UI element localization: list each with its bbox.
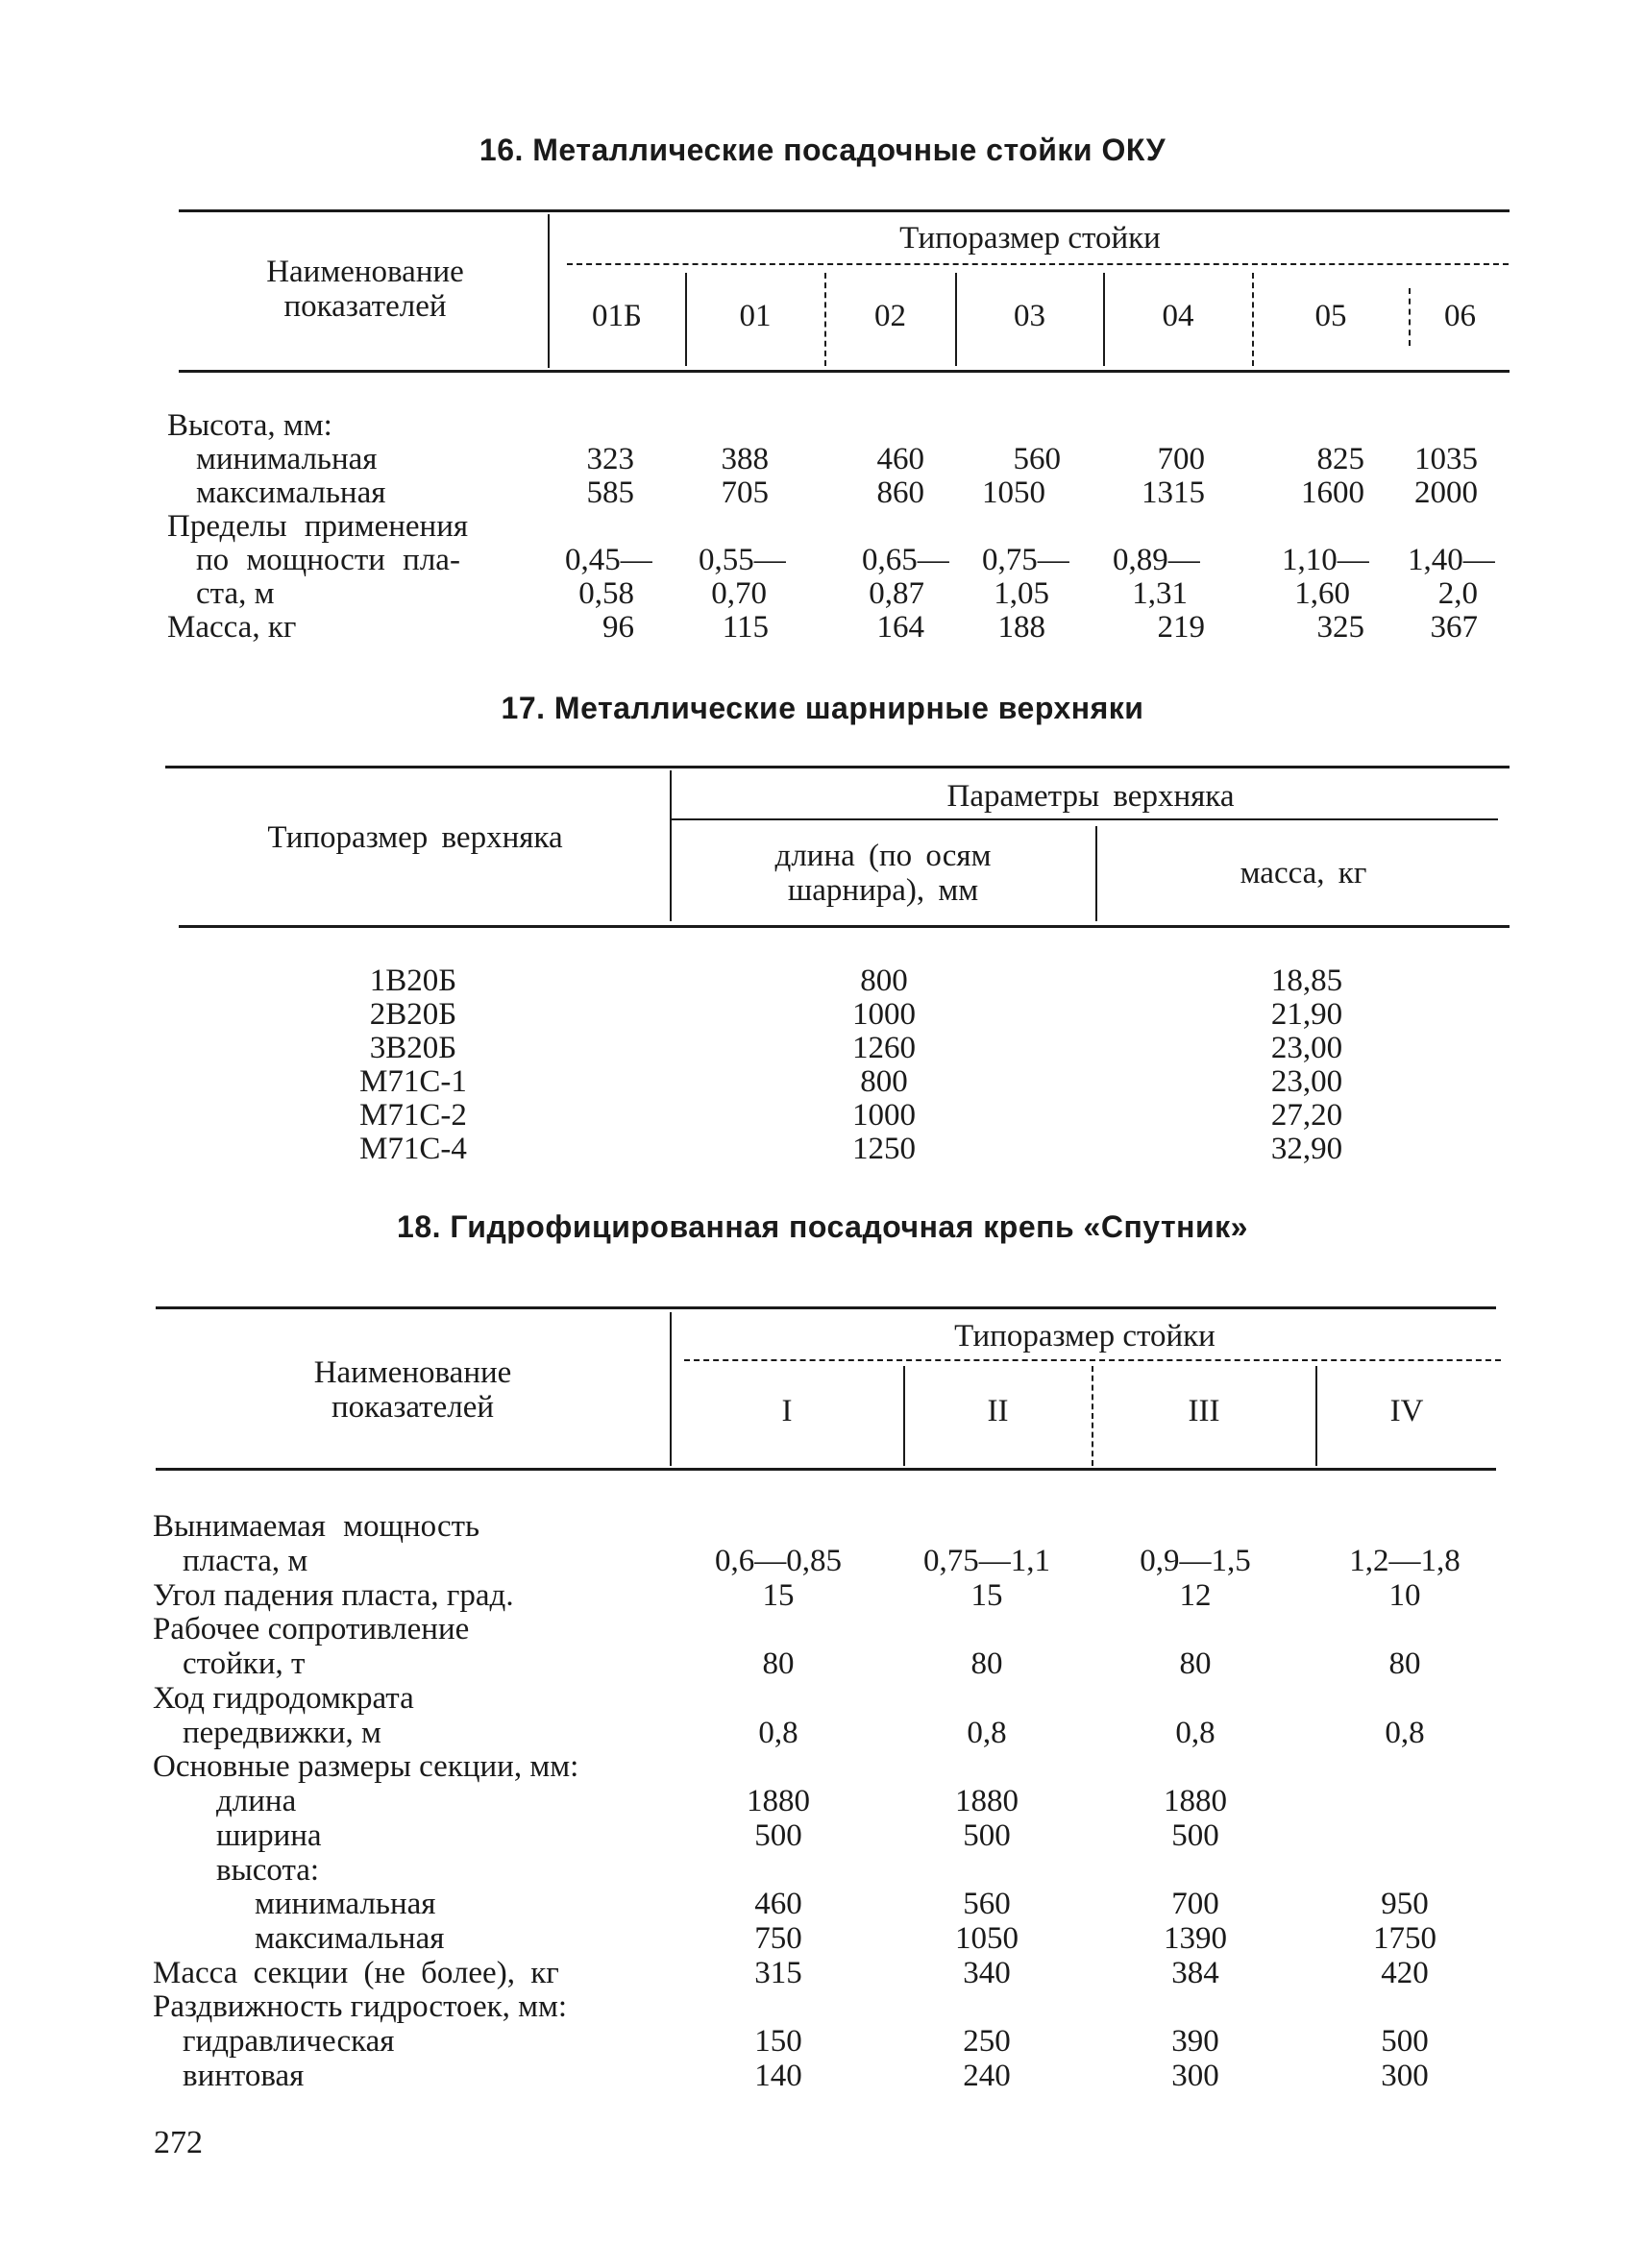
table17-top-rule — [165, 766, 1510, 768]
table17-cell-mass: 23,00 — [1270, 1031, 1343, 1065]
table18-cell: 300 — [1171, 2059, 1219, 2093]
table16-cell: 115 — [722, 610, 769, 645]
table17-cell-length: 1000 — [852, 997, 916, 1032]
table17-header-size: Типоразмер верхняка — [267, 820, 563, 855]
table18-row-label: гидравлическая — [183, 2024, 395, 2059]
table16-title: 16. Металлические посадочные стойки ОКУ — [479, 133, 1166, 167]
table18-row-label: Угол падения пласта, град. — [153, 1578, 514, 1613]
table18-cell: 150 — [754, 2024, 802, 2059]
table16-cell: 0,58 — [578, 576, 634, 611]
table18-cell: 300 — [1381, 2059, 1429, 2093]
table17-cell-length: 1250 — [852, 1132, 916, 1166]
table18-row-label: высота: — [216, 1853, 320, 1888]
table18-cell: 80 — [970, 1646, 1003, 1681]
table18-cell: 140 — [754, 2059, 802, 2093]
table18-row-label: ширина — [216, 1818, 322, 1853]
table16-cell: 1,10— — [1282, 543, 1369, 577]
table17-cell-mass: 23,00 — [1270, 1064, 1343, 1099]
table16-cell: 164 — [876, 610, 924, 645]
table18-row-label: винтовая — [183, 2059, 305, 2093]
table16-cell: 860 — [876, 476, 924, 510]
table18-size-ii: II — [987, 1394, 1009, 1428]
table16-size-02: 02 — [874, 299, 906, 333]
table16-cell: 1035 — [1414, 442, 1478, 476]
table18-size-iv: IV — [1389, 1394, 1424, 1428]
table17-header-length-line2: шарнира), мм — [787, 873, 979, 908]
table18-cell: 500 — [1171, 1818, 1219, 1853]
table16-cell: 219 — [1157, 610, 1205, 645]
table18-row-label: пласта, м — [183, 1544, 308, 1578]
table16-header-mid-rule — [567, 263, 1509, 265]
table16-size-06: 06 — [1444, 299, 1476, 333]
table17-cell-length: 800 — [860, 963, 908, 998]
table18-cell: 15 — [762, 1578, 795, 1613]
table18-cell: 0,8 — [967, 1716, 1007, 1750]
table18-cell: 500 — [1381, 2024, 1429, 2059]
table18-cell: 240 — [963, 2059, 1011, 2093]
table17-cell-mass: 32,90 — [1270, 1132, 1343, 1166]
table16-cell: 705 — [721, 476, 769, 510]
table16-cell: 1,40— — [1408, 543, 1495, 577]
table17-title: 17. Металлические шарнирные верхняки — [501, 691, 1144, 725]
table16-cell: 0,65— — [862, 543, 949, 577]
table18-cell: 750 — [754, 1921, 802, 1956]
table18-cell: 500 — [963, 1818, 1011, 1853]
table18-row-label: Основные размеры секции, мм: — [153, 1749, 579, 1784]
table16-cell: 0,75— — [982, 543, 1069, 577]
table18-cell: 560 — [963, 1887, 1011, 1921]
table18-cell: 15 — [970, 1578, 1003, 1613]
table16-cell: 0,89— — [1113, 543, 1200, 577]
table18-cell: 1880 — [1164, 1784, 1227, 1818]
table16-size-01: 01 — [739, 299, 772, 333]
table18-cell: 0,9—1,5 — [1140, 1544, 1251, 1578]
table18-header-name-line1: Наименование — [313, 1355, 512, 1390]
table16-header-bottom-rule — [179, 370, 1510, 373]
page-number: 272 — [154, 2125, 203, 2160]
table18-cell: 0,75—1,1 — [923, 1544, 1050, 1578]
table18-size-iii: III — [1188, 1394, 1220, 1428]
table18-cell: 0,8 — [1385, 1716, 1425, 1750]
table16-cell: 0,70 — [711, 576, 767, 611]
table16-cell: 323 — [586, 442, 634, 476]
table18-row-label: Раздвижность гидростоек, мм: — [153, 1989, 568, 2024]
table18-cell: 460 — [754, 1887, 802, 1921]
table18-header-group: Типоразмер стойки — [954, 1319, 1215, 1353]
table16-size-03: 03 — [1014, 299, 1045, 333]
table18-header-bottom-rule — [156, 1468, 1496, 1471]
table18-row-label: Масса секции (не более), кг — [153, 1956, 559, 1990]
table18-cell: 0,8 — [1175, 1716, 1215, 1750]
table16-cell: 1050 — [982, 476, 1045, 510]
table17-cell-size: М71С-4 — [359, 1132, 467, 1166]
table18-cell: 1050 — [955, 1921, 1019, 1956]
table16-cell: 0,87 — [869, 576, 924, 611]
table16-cell: 96 — [602, 610, 634, 645]
table18-cell: 0,8 — [758, 1716, 798, 1750]
table17-header-group: Параметры верхняка — [946, 779, 1235, 814]
table16-cell: 367 — [1430, 610, 1478, 645]
table16-cell: 460 — [876, 442, 924, 476]
table17-cell-length: 1260 — [852, 1031, 916, 1065]
table18-cell: 12 — [1179, 1578, 1212, 1613]
table18-row-label: передвижки, м — [183, 1716, 381, 1750]
table16-header-group: Типоразмер стойки — [899, 221, 1161, 256]
table16-cell: 0,45— — [565, 543, 652, 577]
table17-header-mid-rule — [672, 818, 1498, 820]
table16-header-name-line1: Наименование — [266, 255, 464, 289]
table17-header-length-line1: длина (по осям — [774, 839, 992, 873]
table16-row-label: Масса, кг — [167, 610, 297, 645]
table18-row-label: стойки, т — [183, 1646, 306, 1681]
table18-cell: 0,6—0,85 — [715, 1544, 842, 1578]
table18-cell: 1750 — [1373, 1921, 1436, 1956]
table18-cell: 1880 — [747, 1784, 810, 1818]
table16-size-05: 05 — [1314, 299, 1347, 333]
table18-row-label: длина — [216, 1784, 297, 1818]
table16-cell: 0,55— — [699, 543, 786, 577]
table16-row-label: Пределы применения — [167, 509, 469, 544]
table18-header-mid-rule — [684, 1359, 1501, 1361]
table16-cell: 1315 — [1142, 476, 1205, 510]
table17-cell-mass: 18,85 — [1270, 963, 1343, 998]
table18-title: 18. Гидрофицированная посадочная крепь «Спутник» — [397, 1209, 1248, 1244]
table18-cell: 80 — [1388, 1646, 1421, 1681]
table16-row-label: по мощности пла- — [196, 543, 460, 577]
table17-cell-size: 1В20Б — [369, 963, 457, 998]
table18-cell: 390 — [1171, 2024, 1219, 2059]
table18-cell: 420 — [1381, 1956, 1429, 1990]
table17-cell-size: М71С-2 — [359, 1098, 467, 1133]
table16-cell: 700 — [1157, 442, 1205, 476]
table16-row-label: Высота, мм: — [167, 408, 332, 443]
table18-cell: 250 — [963, 2024, 1011, 2059]
table18-cell: 80 — [762, 1646, 795, 1681]
table18-cell: 340 — [963, 1956, 1011, 1990]
table17-cell-length: 800 — [860, 1064, 908, 1099]
table16-cell: 585 — [586, 476, 634, 510]
table16-cell: 325 — [1316, 610, 1364, 645]
table18-cell: 950 — [1381, 1887, 1429, 1921]
table16-cell: 388 — [721, 442, 769, 476]
table18-cell: 315 — [754, 1956, 802, 1990]
table16-cell: 1,60 — [1294, 576, 1350, 611]
table18-cell: 10 — [1388, 1578, 1421, 1613]
table16-cell: 1600 — [1301, 476, 1364, 510]
table18-cell: 384 — [1171, 1956, 1219, 1990]
table18-row-label: Вынимаемая мощность — [153, 1509, 480, 1544]
table16-row-label: максимальная — [196, 476, 386, 510]
table16-cell: 560 — [1013, 442, 1061, 476]
table16-cell: 188 — [997, 610, 1045, 645]
table16-cell: 2,0 — [1437, 576, 1478, 611]
table18-cell: 1880 — [955, 1784, 1019, 1818]
table16-row-label: ста, м — [196, 576, 275, 611]
table16-top-rule — [179, 209, 1510, 212]
table17-cell-size: 2В20Б — [369, 997, 457, 1032]
table16-cell: 2000 — [1414, 476, 1478, 510]
table18-cell: 1,2—1,8 — [1349, 1544, 1461, 1578]
table16-row-label: минимальная — [196, 442, 378, 476]
table18-row-label: максимальная — [255, 1921, 445, 1956]
table17-cell-length: 1000 — [852, 1098, 916, 1133]
table18-row-label: минимальная — [255, 1887, 436, 1921]
table17-header-mass: масса, кг — [1240, 856, 1367, 890]
table16-cell: 1,31 — [1132, 576, 1188, 611]
table18-header-name-line2: показателей — [331, 1390, 494, 1425]
table17-cell-size: 3В20Б — [369, 1031, 457, 1065]
table18-top-rule — [156, 1306, 1496, 1309]
table16-header-name-line2: показателей — [283, 289, 447, 324]
table16-size-04: 04 — [1162, 299, 1194, 333]
table17-cell-mass: 27,20 — [1270, 1098, 1343, 1133]
table18-size-i: I — [781, 1394, 793, 1428]
table18-cell: 700 — [1171, 1887, 1219, 1921]
table17-cell-size: М71С-1 — [359, 1064, 467, 1099]
table18-row-label: Рабочее сопротивление — [153, 1612, 470, 1646]
table16-cell: 1,05 — [994, 576, 1049, 611]
table18-row-label: Ход гидродомкрата — [153, 1681, 414, 1716]
table18-cell: 500 — [754, 1818, 802, 1853]
table16-cell: 825 — [1316, 442, 1364, 476]
table16-size-01b: 01Б — [592, 299, 642, 333]
table18-cell: 1390 — [1164, 1921, 1227, 1956]
table17-header-bottom-rule — [179, 925, 1510, 928]
table17-cell-mass: 21,90 — [1270, 997, 1343, 1032]
table18-cell: 80 — [1179, 1646, 1212, 1681]
